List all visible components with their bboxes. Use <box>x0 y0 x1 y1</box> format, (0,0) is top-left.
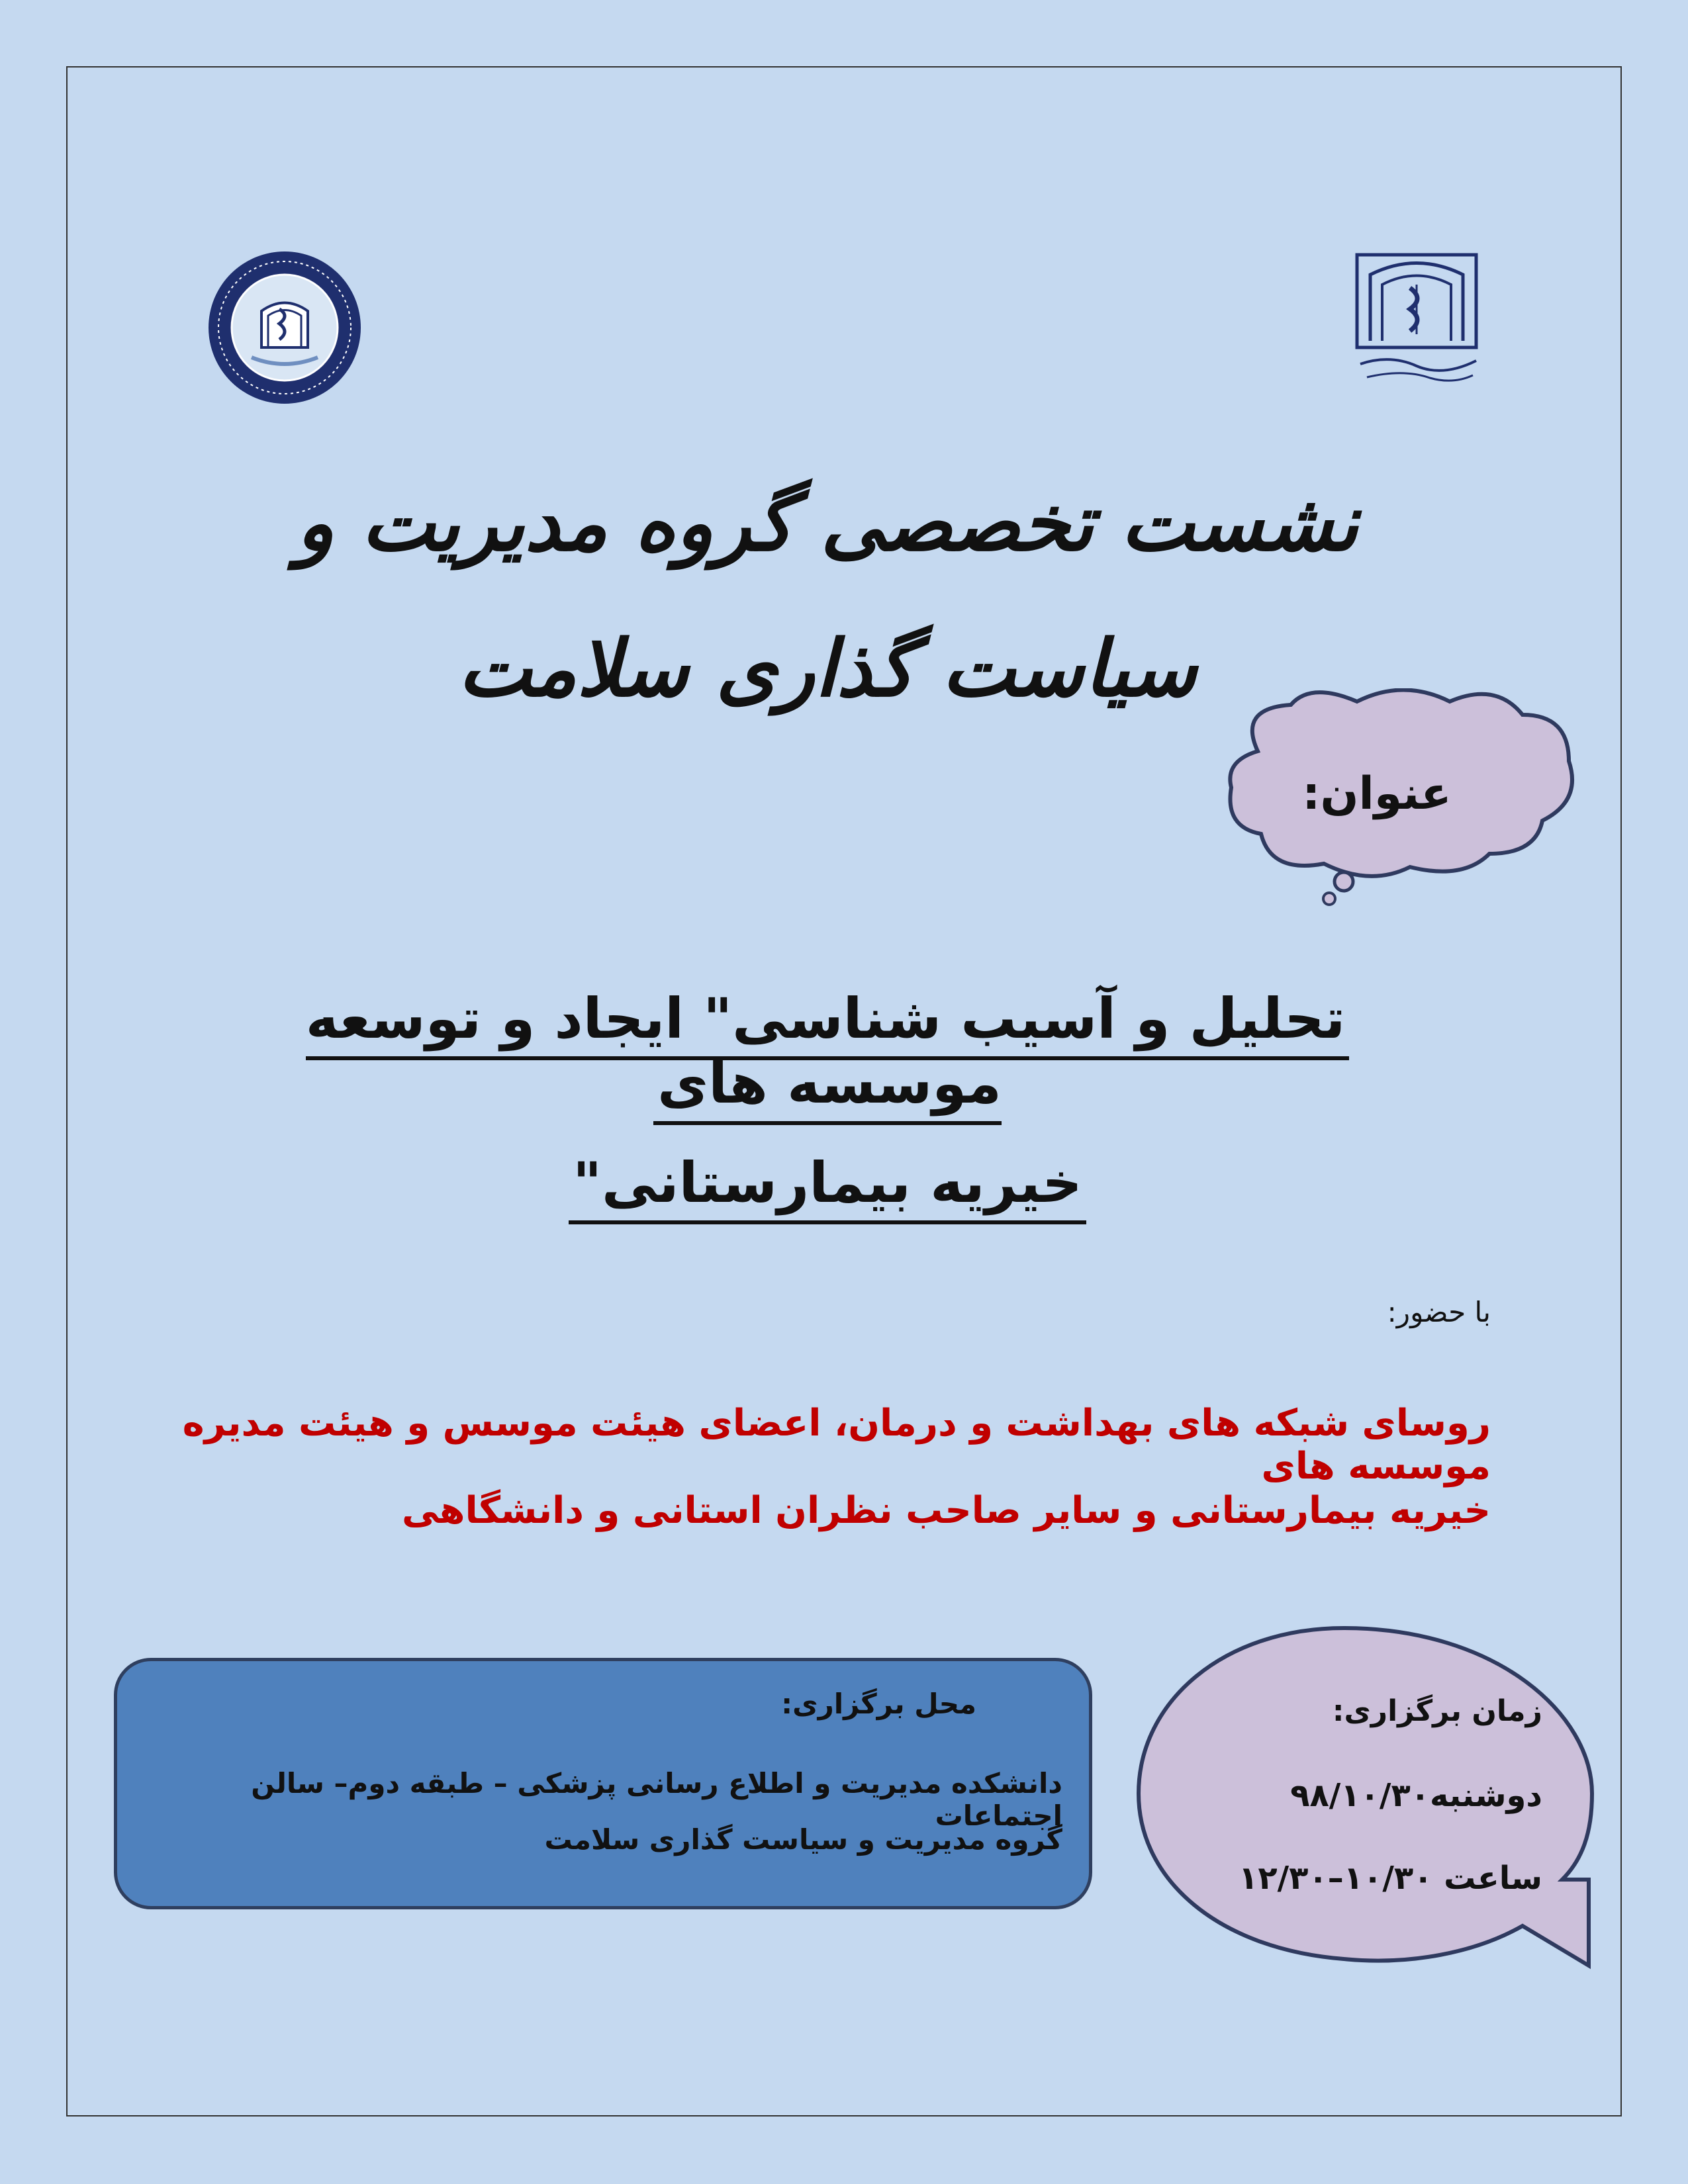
faculty-emblem-icon <box>1344 248 1489 394</box>
schedule-bubble <box>1125 1615 1602 1985</box>
topic-label: عنوان: <box>1302 768 1452 820</box>
topic-line-1: تحلیل و آسیب شناسی" ایجاد و توسعه موسسه های <box>199 986 1456 1116</box>
schedule-title: زمان برگزاری: <box>1332 1694 1542 1728</box>
venue-organizer: گروه مدیریت و سیاست گذاری سلامت <box>544 1823 1062 1856</box>
attendees-label: با حضور: <box>1387 1296 1491 1328</box>
venue-box <box>114 1658 1092 1909</box>
topic-line-2: خیریه بیمارستانی" <box>199 1150 1456 1215</box>
attendees-line-1: روسای شبکه های بهداشت و درمان، اعضای هیئت موسس و هیئت مدیره موسسه های <box>182 1402 1491 1488</box>
schedule-hours: ساعت ۱۰/۳۰–۱۲/۳۰ <box>1239 1860 1542 1897</box>
venue-address: دانشکده مدیریت و اطلاع رسانی پزشکی – طبقه دوم– سالن اجتماعات <box>251 1767 1062 1832</box>
title-cloud-callout <box>1211 688 1582 913</box>
schedule-date: دوشنبه۹۸/۱۰/۳۰ <box>1290 1777 1542 1814</box>
venue-title: محل برگزاری: <box>781 1688 976 1720</box>
attendees-line-2: خیریه بیمارستانی و سایر صاحب نظران استانی و دانشگاهی <box>402 1489 1491 1532</box>
event-heading: نشست تخصصی گروه مدیریت و سیاست گذاری سلامت <box>296 477 1359 714</box>
university-seal-icon <box>205 248 364 407</box>
